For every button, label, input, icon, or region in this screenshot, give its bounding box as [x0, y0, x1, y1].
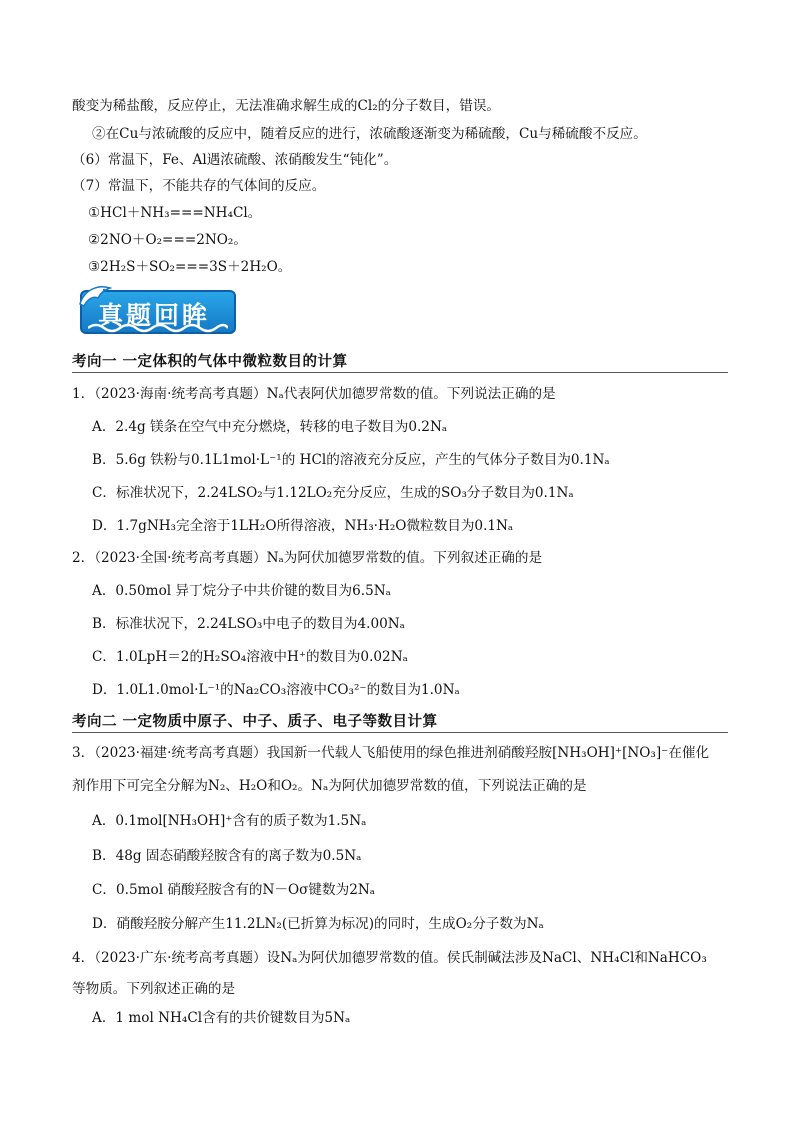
question-1-option-d: D．1.7gNH₃完全溶于1LH₂O所得溶液，NH₃·H₂O微粒数目为0.1Nₐ — [92, 518, 514, 534]
question-2-option-d: D．1.0L1.0mol·L⁻¹的Na₂CO₃溶液中CO₃²⁻的数目为1.0Nₐ — [92, 682, 460, 698]
note-line-2: ②在Cu与浓硫酸的反应中，随着反应的进行，浓硫酸逐渐变为稀硫酸，Cu与稀硫酸不反应。 — [92, 126, 647, 142]
question-3-option-c: C．0.5mol 硝酸羟胺含有的N－Oσ键数为2Nₐ — [92, 882, 375, 898]
question-1-stem: 1．（2023·海南·统考高考真题）Nₐ代表阿伏加德罗常数的值。下列说法正确的是 — [72, 386, 556, 402]
section-title-2: 考向二 一定物质中原子、中子、质子、电子等数目计算 — [72, 714, 438, 730]
question-2-option-b: B．标准状况下，2.24LSO₃中电子的数目为4.00Nₐ — [92, 616, 405, 632]
question-4-stem-line-1: 4．（2023·广东·统考高考真题）设Nₐ为阿伏加德罗常数的值。侯氏制碱法涉及NaCl、NH₄Cl和NaHCO₃ — [72, 950, 707, 966]
section-divider-2 — [72, 732, 728, 733]
question-1-option-a: A．2.4g 镁条在空气中充分燃烧，转移的电子数目为0.2Nₐ — [92, 419, 448, 435]
section-title-1: 考向一 一定体积的气体中微粒数目的计算 — [72, 354, 348, 370]
question-1-option-b: B．5.6g 铁粉与0.1L1mol·L⁻¹的 HCl的溶液充分反应，产生的气体分子数目为0.1Nₐ — [92, 452, 610, 468]
question-4-stem-line-2: 等物质。下列叙述正确的是 — [72, 981, 236, 997]
question-2-option-a: A．0.50mol 异丁烷分子中共价键的数目为6.5Nₐ — [92, 583, 391, 599]
wave-icon — [88, 322, 228, 334]
question-2-stem: 2．（2023·全国·统考高考真题）Nₐ为阿伏加德罗常数的值。下列叙述正确的是 — [72, 550, 543, 566]
badge-label: 真题回眸 — [98, 301, 211, 330]
question-3-option-a: A．0.1mol[NH₃OH]⁺含有的质子数为1.5Nₐ — [92, 813, 367, 829]
question-3-option-d: D．硝酸羟胺分解产生11.2LN₂(已折算为标况)的同时，生成O₂分子数为Nₐ — [92, 916, 544, 932]
question-2-option-c: C．1.0LpH＝2的H₂SO₄溶液中H⁺的数目为0.02Nₐ — [92, 649, 408, 665]
note-line-1: 酸变为稀盐酸，反应停止，无法准确求解生成的Cl₂的分子数目，错误。 — [72, 98, 501, 114]
question-1-option-c: C．标准状况下，2.24LSO₂与1.12LO₂充分反应，生成的SO₃分子数目为0.1Nₐ — [92, 485, 574, 501]
equation-1: ①HCl＋NH₃===NH₄Cl。 — [88, 205, 262, 221]
equation-3: ③2H₂S＋SO₂===3S＋2H₂O。 — [88, 259, 292, 275]
note-line-3: （6）常温下，Fe、Al遇浓硫酸、浓硝酸发生“钝化”。 — [72, 152, 398, 168]
question-3-option-b: B．48g 固态硝酸羟胺含有的离子数为0.5Nₐ — [92, 848, 362, 864]
note-line-4: （7）常温下，不能共存的气体间的反应。 — [72, 178, 326, 194]
question-3-stem-line-2: 剂作用下可完全分解为N₂、H₂O和O₂。Nₐ为阿伏加德罗常数的值，下列说法正确的是 — [72, 778, 587, 794]
equation-2: ②2NO＋O₂===2NO₂。 — [88, 232, 247, 248]
question-4-option-a: A．1 mol NH₄Cl含有的共价键数目为5Nₐ — [92, 1010, 351, 1026]
section-divider-1 — [72, 372, 728, 373]
question-3-stem-line-1: 3．（2023·福建·统考高考真题）我国新一代载人飞船使用的绿色推进剂硝酸羟胺[NH₃OH]⁺[NO₃]⁻在催化 — [72, 745, 710, 761]
section-badge — [76, 282, 238, 338]
